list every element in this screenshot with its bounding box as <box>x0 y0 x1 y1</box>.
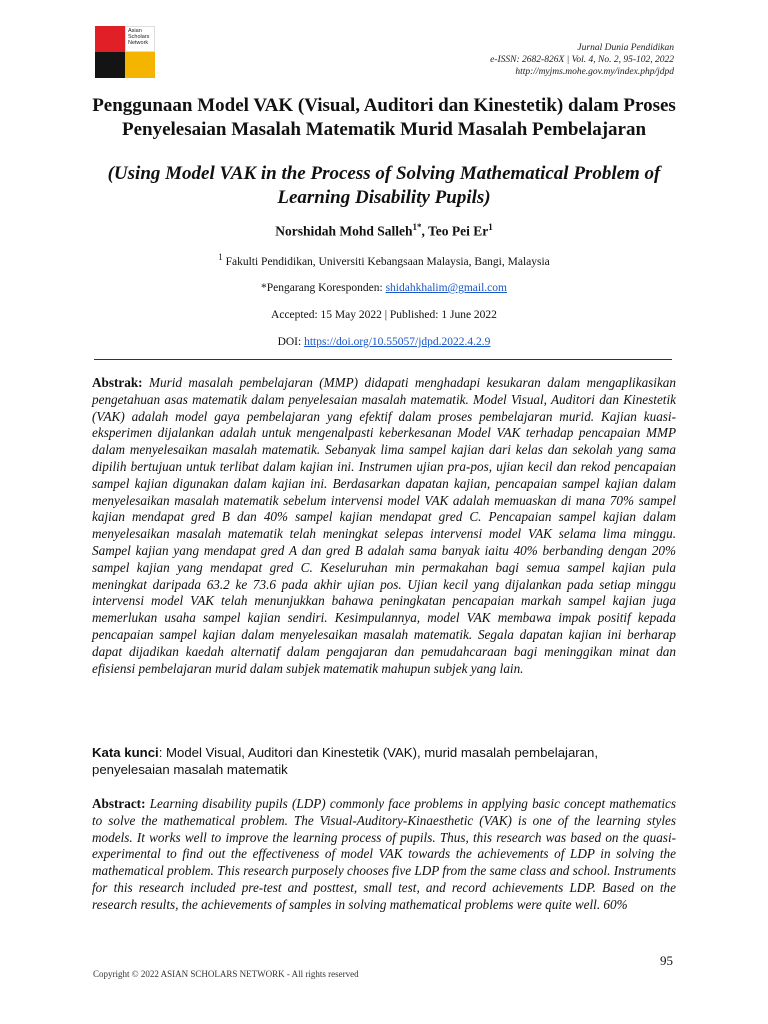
abstract-label: Abstract: <box>92 796 146 811</box>
copyright-footer: Copyright © 2022 ASIAN SCHOLARS NETWORK - All rights reserved <box>93 969 359 979</box>
keywords-label: Kata kunci <box>92 745 159 760</box>
corresponding-author <box>80 282 688 294</box>
keywords-text: : Model Visual, Auditori dan Kinestetik (VAK), murid masalah pembelajaran, penyelesaian masalah matematik <box>92 745 599 777</box>
logo-black-block <box>95 52 125 78</box>
logo-yellow-block <box>125 52 155 78</box>
author-affil-mark: 1 <box>488 222 493 232</box>
publication-dates: Accepted: 15 May 2022 | Published: 1 June 2022 <box>271 309 497 321</box>
keywords-paragraph <box>92 745 676 779</box>
doi-line <box>80 336 688 348</box>
author-name: Norshidah Mohd Salleh <box>275 223 413 239</box>
abstrak-label: Abstrak: <box>92 375 143 390</box>
journal-name: Jurnal Dunia Pendidikan <box>577 43 674 53</box>
affiliation-mark: 1 <box>218 252 223 262</box>
paper-title: Penggunaan Model VAK (Visual, Auditori dan Kinestetik) dalam Proses Penyelesaian Masalah Matematik Murid Masalah Pembelajaran <box>92 95 676 140</box>
logo-white-block <box>125 26 155 52</box>
corresponding-label: *Pengarang Koresponden: <box>261 282 386 294</box>
abstract-text: Learning disability pupils (LDP) commonly face problems in applying basic concept mathematics to solve the mathematical problem. The Visual-Auditory-Kinaesthetic (VAK) is one of the learning styles models. It works well to improve the learning process of pupils. Thus, this research was based on the quasi-experimental to find out the effectiveness of model VAK towards the achievements of LDP in solving the mathematical problem. This research purposely chooses five LDP from the same class and school. Instruments for this research included pre-test and posttest, small test, and record achievements LDP. Based on the research results, the achievements of samples in solving mathematical problems were quite well. 60% <box>92 796 676 912</box>
abstrak-text: Murid masalah pembelajaran (MMP) didapati menghadapi kesukaran dalam mengaplikasikan pengetahuan asas matematik dalam penyelesaian masalah matematik. Model Visual, Auditori dan Kinestetik (VAK) adalah model gaya pembelajaran yang efektif dalam proses pembelajaran murid. Kajian kuasi-eksperimen dijalankan adalah untuk mengenalpasti keberkesanan Model VAK terhadap pencapaian MMP dalam menyelesaikan masalah matematik. Sebanyak lima sampel kajian dari kelas dan sekolah yang sama dipilih bertujuan untuk terlibat dalam kajian ini. Instrumen ujian pra-pos, ujian kecil dan rekod pencapaian sampel kajian digunakan dalam kajian ini. Berdasarkan dapatan kajian, pencapaian sampel kajian dalam menyelesaikan masalah matematik sebelum intervensi model VAK adalah memuaskan di mana 70% sampel kajian mendapat gred B dan 40% sampel kajian mendapat gred C. Pencapaian sampel kajian dalam menyelesaikan masalah matematik telah meningkat selepas intervensi model VAK selama lima minggu. Sampel kajian yang mendapat gred A dan gred B adalah sama banyak iaitu 40% berbanding dengan 20% sampel kajian yang mendapat gred C. Keseluruhan min permakahan bagi semua sampel kajian pula meningkat daripada 63.2 ke 73.6 pada akhir ujian pos. Ujian kecil yang dijalankan pada setiap minggu intervensi model VAK telah menunjukkan bahawa peningkatan pencapaian markah sampel kajian juga memerlukan usaha sampel kajian sendiri. Kesimpulannya, model VAK membawa impak positif kepada pencapaian sampel kajian dalam menyelesaikan masalah matematik. Segala dapatan kajian ini berharap dapat dijadikan kaedah alternatif dalam pengajaran dan pemudahcaraan bagi meninggikan minat dan efisiensi pembelajaran murid dalam subjek matematik mahupun subjek yang lain. <box>92 375 676 676</box>
journal-header <box>490 42 674 78</box>
affiliation-text: Fakulti Pendidikan, Universiti Kebangsaan Malaysia, Bangi, Malaysia <box>222 255 550 268</box>
doi-link[interactable]: https://doi.org/10.55057/jdpd.2022.4.2.9 <box>304 336 491 348</box>
logo-text: Asian Scholars Network <box>128 28 150 46</box>
author-list <box>80 222 688 240</box>
affiliation <box>80 252 688 268</box>
abstract-paragraph <box>92 796 676 914</box>
paper-title-english: (Using Model VAK in the Process of Solving Mathematical Problem of Learning Disability Pupils) <box>107 163 661 208</box>
author-separator: , <box>421 223 429 239</box>
journal-url[interactable]: http://myjms.mohe.gov.my/index.php/jdpd <box>515 67 674 77</box>
author-name: Teo Pei Er <box>428 223 489 239</box>
journal-issn: e-ISSN: 2682-826X | Vol. 4, No. 2, 95-102, 2022 <box>490 55 674 65</box>
page-number: 95 <box>660 953 673 968</box>
logo-red-block <box>95 26 125 52</box>
abstrak-paragraph <box>92 375 676 677</box>
author-affil-mark: 1* <box>412 222 422 232</box>
header-divider <box>94 359 672 360</box>
publisher-logo <box>95 26 155 78</box>
corresponding-email-link[interactable]: shidahkhalim@gmail.com <box>385 282 507 294</box>
doi-label: DOI: <box>277 336 305 348</box>
